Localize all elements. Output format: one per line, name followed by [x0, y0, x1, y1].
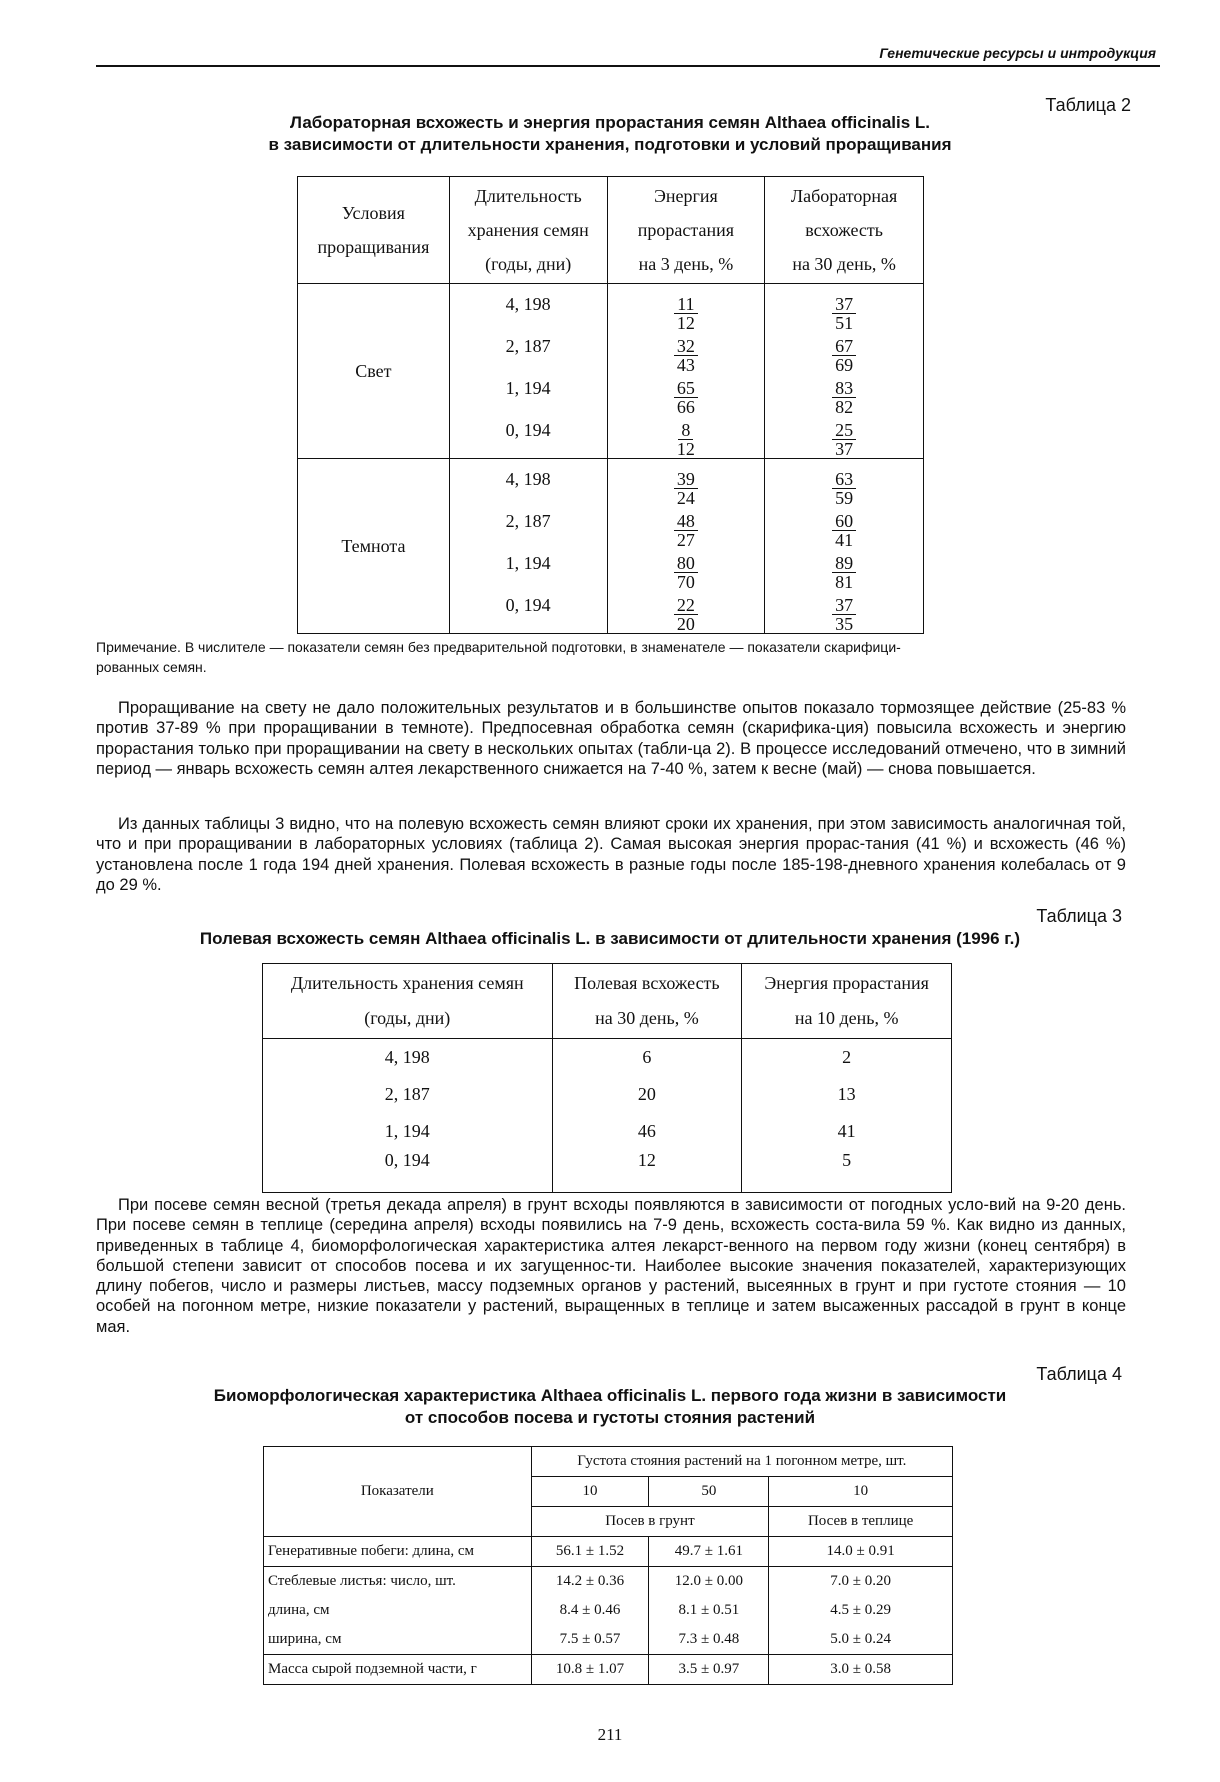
table2-fraction-cell	[765, 416, 923, 458]
fraction	[674, 596, 698, 633]
table4-density: 10	[531, 1477, 649, 1507]
fraction	[674, 554, 698, 591]
table4-cell: 14.2 ± 0.36	[531, 1567, 649, 1597]
table3-cell: 46	[552, 1113, 742, 1150]
table2-germination-col	[765, 284, 924, 459]
table2-fraction-cell	[608, 591, 765, 633]
table4-cell: 5.0 ± 0.24	[769, 1625, 953, 1655]
table3-number: Таблица 3	[1036, 906, 1122, 926]
table2-note	[96, 637, 1126, 677]
fraction-denominator: 59	[835, 488, 854, 508]
fraction-numerator: 39	[674, 470, 698, 489]
fraction-numerator: 80	[674, 554, 698, 573]
fraction-numerator: 37	[832, 295, 856, 314]
table4-cell: 49.7 ± 1.61	[649, 1537, 769, 1567]
fraction	[832, 295, 856, 332]
header-text: Условия	[341, 203, 405, 223]
table4-cell: 12.0 ± 0.00	[649, 1567, 769, 1597]
table3-header-row	[263, 964, 952, 1039]
page-number: 211	[597, 1725, 623, 1744]
fraction-denominator: 51	[835, 313, 854, 333]
table4-title-line2: от способов посева и густоты стояния растений	[404, 1408, 816, 1427]
table2-fraction-cell	[608, 332, 765, 374]
table4-cell: 4.5 ± 0.29	[769, 1596, 953, 1625]
table2-fraction-cell	[608, 290, 765, 332]
fraction-denominator: 41	[835, 530, 854, 550]
fraction-denominator: 43	[676, 355, 695, 375]
fraction-denominator: 66	[676, 397, 695, 417]
table2-header-duration	[449, 177, 607, 284]
header-text: (годы, дни)	[364, 1008, 451, 1028]
table3-cell: 2, 187	[263, 1076, 553, 1113]
header-text: Длительность хранения семян	[290, 973, 524, 993]
table2-fraction-cell	[765, 465, 923, 507]
table2-germination-col	[765, 459, 924, 634]
fraction	[832, 379, 856, 416]
table4-cell: 7.0 ± 0.20	[769, 1567, 953, 1597]
table4-cell: 14.0 ± 0.91	[769, 1537, 953, 1567]
paragraph-text: Из данных таблицы 3 видно, что на полевую всхожесть семян влияют сроки их хранения, при этом зависимость аналогичная той, что и при проращивании в лабораторных условиях (таблица 2). Самая высокая энергия прорас-тания (41 %) и всхожесть (46 %) установлена после 1 года 194 дней хранения. Полевая всхожесть в разные годы после 185-198-дневного хранения колебалась от 9 до 29 %.	[96, 815, 1126, 894]
table-row	[263, 1150, 952, 1193]
fraction-denominator: 35	[835, 614, 854, 634]
paragraph-2	[96, 814, 1126, 895]
paragraph-text: При посеве семян весной (третья декада апреля) в грунт всходы появляются в зависимости от погодных усло-вий на 9-20 день. При посеве семян в теплице (середина апреля) всходы появились на 7-9 день, всхожесть соста-вила 59 %. Как видно из данных, приведенных в таблице 4, биоморфологическая характеристика алтея лекарст-венного на первом году жизни (конец сентября) в большой степени зависит от способов посева и их загущеннос-ти. Наиболее высокие значения показателей, характеризующих длину побегов, число и размеры листьев, массу подземных органов у растений, высеянных в грунт и при густоте стояния — 10 особей на погонном метре, низкие показатели у растений, выращенных в теплице и затем высаженных рассадой в грунт в конце мая.	[96, 1196, 1126, 1336]
table3-cell: 1, 194	[263, 1113, 553, 1150]
table2-title-line1: Лабораторная всхожесть и энергия прорастания семян Althaea officinalis L.	[289, 113, 931, 132]
table4-density: 50	[649, 1477, 769, 1507]
table4-cell: 10.8 ± 1.07	[531, 1655, 649, 1685]
table2-header-row	[298, 177, 924, 284]
table2-header-germination	[765, 177, 924, 284]
fraction-numerator: 89	[832, 554, 856, 573]
table2-duration: 2, 187	[505, 511, 551, 531]
table2-fraction-cell	[765, 290, 923, 332]
header-text: (годы, дни)	[485, 254, 572, 274]
fraction-denominator: 27	[676, 530, 695, 550]
table4-row-label: Генеративные побеги: длина, см	[264, 1537, 532, 1567]
fraction-numerator: 63	[832, 470, 856, 489]
table2-fraction-cell	[765, 374, 923, 416]
table-row	[263, 1076, 952, 1113]
table3-header-energy	[742, 964, 952, 1039]
table4-method-greenhouse: Посев в теплице	[769, 1507, 953, 1537]
fraction-denominator: 20	[676, 614, 695, 634]
fraction-denominator: 81	[835, 572, 854, 592]
table2-group-light	[298, 284, 924, 459]
header-text: на 10 день, %	[794, 1008, 899, 1028]
table3-cell: 41	[742, 1113, 952, 1150]
table4-title-line1: Биоморфологическая характеристика Althaea officinalis L. первого года жизни в зависимости	[213, 1386, 1007, 1405]
table2-fraction-cell	[765, 507, 923, 549]
table2-fraction-cell	[608, 416, 765, 458]
fraction	[832, 470, 856, 507]
header-text: хранения семян	[467, 220, 589, 240]
table4-row-label: Масса сырой подземной части, г	[264, 1655, 532, 1685]
fraction-numerator: 37	[832, 596, 856, 615]
table3-cell: 4, 198	[263, 1039, 553, 1077]
table4-cell: 3.0 ± 0.58	[769, 1655, 953, 1685]
fraction	[832, 554, 856, 591]
fraction	[674, 379, 698, 416]
fraction-numerator: 11	[674, 295, 697, 314]
table4-row-label: Стеблевые листья: число, шт.	[264, 1567, 532, 1597]
table4-cell: 3.5 ± 0.97	[649, 1655, 769, 1685]
table4-row-label: длина, см	[264, 1596, 532, 1625]
table4-method-ground: Посев в грунт	[531, 1507, 769, 1537]
fraction	[674, 512, 698, 549]
table2-header-energy	[607, 177, 765, 284]
table3-cell: 0, 194	[263, 1150, 553, 1193]
table-row	[263, 1113, 952, 1150]
table2-duration: 1, 194	[505, 378, 551, 398]
paragraph-text: Проращивание на свету не дало положительных результатов и в большинстве опытов показало тормозящее действие (25-83 % против 37-89 % при проращивании в темноте). Предпосевная обработка семян (скарифика-ция) повысила всхожесть и энергию прорастания только при проращивании на свету в нескольких опытах (табли-ца 2). В процессе исследований отмечено, что в зимний период — январь всхожесть семян алтея лекарственного снижается на 7-40 %, затем к весне (май) — снова повышается.	[96, 699, 1126, 778]
header-text: всхожесть	[805, 220, 883, 240]
fraction-numerator: 25	[832, 421, 856, 440]
fraction-denominator: 70	[676, 572, 695, 592]
table2-condition-cell: Свет	[298, 284, 450, 459]
table3	[262, 963, 952, 1193]
table2-duration: 0, 194	[505, 420, 551, 440]
header-text: Энергия	[653, 186, 718, 206]
header-text: на 30 день, %	[595, 1008, 699, 1028]
header-text: на 30 день, %	[792, 254, 896, 274]
fraction	[832, 337, 856, 374]
table-row	[264, 1537, 953, 1567]
table2-fraction-cell	[765, 332, 923, 374]
fraction	[677, 421, 695, 458]
fraction-numerator: 60	[832, 512, 856, 531]
table4-title	[110, 1385, 1110, 1429]
table2	[297, 176, 924, 634]
header-text: на 3 день, %	[638, 254, 734, 274]
table3-header-duration	[263, 964, 553, 1039]
table2-duration-col	[449, 284, 607, 459]
header-text: прорастания	[637, 220, 734, 240]
table2-fraction-cell	[608, 374, 765, 416]
table4-header-indicators: Показатели	[264, 1447, 532, 1537]
fraction-numerator: 65	[674, 379, 698, 398]
fraction	[832, 596, 856, 633]
table3-cell: 13	[742, 1076, 952, 1113]
table2-condition-cell: Темнота	[298, 459, 450, 634]
paragraph-1	[96, 698, 1126, 779]
fraction-denominator: 12	[676, 313, 695, 333]
table2-fraction-cell	[608, 507, 765, 549]
table2-duration: 2, 187	[505, 336, 551, 356]
running-head: Генетические ресурсы и интродукция	[879, 45, 1156, 61]
note-line: рованных семян.	[96, 659, 207, 675]
paragraph-3	[96, 1195, 1126, 1337]
fraction	[832, 512, 856, 549]
table2-fraction-cell	[765, 591, 923, 633]
fraction-denominator: 69	[835, 355, 854, 375]
table2-energy-col	[607, 284, 765, 459]
table2-duration: 4, 198	[505, 469, 551, 489]
table3-cell: 20	[552, 1076, 742, 1113]
header-text: проращивания	[317, 237, 430, 257]
note-line: Примечание. В числителе — показатели семян без предварительной подготовки, в знаменателе — показатели скарифици-	[96, 639, 901, 655]
fraction-denominator: 82	[835, 397, 854, 417]
table4-density: 10	[769, 1477, 953, 1507]
fraction	[674, 295, 697, 332]
table2-duration: 1, 194	[505, 553, 551, 573]
table2-energy-col	[607, 459, 765, 634]
fraction-numerator: 83	[832, 379, 856, 398]
fraction	[674, 470, 698, 507]
table4-cell: 7.3 ± 0.48	[649, 1625, 769, 1655]
table-row	[264, 1567, 953, 1597]
table4-number: Таблица 4	[1036, 1364, 1122, 1384]
table3-cell: 5	[742, 1150, 952, 1193]
table2-group-dark	[298, 459, 924, 634]
table4	[263, 1446, 953, 1685]
table4-cell: 7.5 ± 0.57	[531, 1625, 649, 1655]
header-text: Энергия прорастания	[764, 973, 929, 993]
table4-header-density: Густота стояния растений на 1 погонном метре, шт.	[531, 1447, 952, 1477]
table2-title	[110, 112, 1110, 156]
table4-cell: 8.4 ± 0.46	[531, 1596, 649, 1625]
fraction	[674, 337, 698, 374]
table3-cell: 12	[552, 1150, 742, 1193]
header-text: Длительность	[474, 186, 582, 206]
fraction-denominator: 37	[835, 439, 854, 459]
table2-fraction-cell	[608, 549, 765, 591]
table2-title-line2: в зависимости от длительности хранения, подготовки и условий проращивания	[268, 135, 952, 154]
table3-cell: 2	[742, 1039, 952, 1077]
table-row	[263, 1039, 952, 1077]
table-row	[264, 1655, 953, 1685]
table3-header-field-germination	[552, 964, 742, 1039]
table2-duration-col	[449, 459, 607, 634]
header-rule	[96, 65, 1160, 67]
table2-fraction-cell	[765, 549, 923, 591]
table-row	[264, 1596, 953, 1625]
fraction-numerator: 67	[832, 337, 856, 356]
fraction-numerator: 8	[678, 421, 693, 440]
table3-title: Полевая всхожесть семян Althaea officinalis L. в зависимости от длительности хранения (1996 г.)	[199, 929, 1021, 948]
table4-row-label: ширина, см	[264, 1625, 532, 1655]
fraction-denominator: 12	[676, 439, 695, 459]
table2-header-conditions	[298, 177, 450, 284]
fraction-denominator: 24	[676, 488, 695, 508]
fraction	[832, 421, 856, 458]
header-text: Полевая всхожесть	[574, 973, 720, 993]
fraction-numerator: 48	[674, 512, 698, 531]
fraction-numerator: 22	[674, 596, 698, 615]
table3-cell: 6	[552, 1039, 742, 1077]
table2-fraction-cell	[608, 465, 765, 507]
table2-number: Таблица 2	[1045, 95, 1131, 115]
table2-duration: 4, 198	[505, 294, 551, 314]
table4-header-row-1	[264, 1447, 953, 1477]
table2-duration: 0, 194	[505, 595, 551, 615]
table4-cell: 8.1 ± 0.51	[649, 1596, 769, 1625]
fraction-numerator: 32	[674, 337, 698, 356]
header-text: Лабораторная	[790, 186, 898, 206]
table4-cell: 56.1 ± 1.52	[531, 1537, 649, 1567]
table-row	[264, 1625, 953, 1655]
